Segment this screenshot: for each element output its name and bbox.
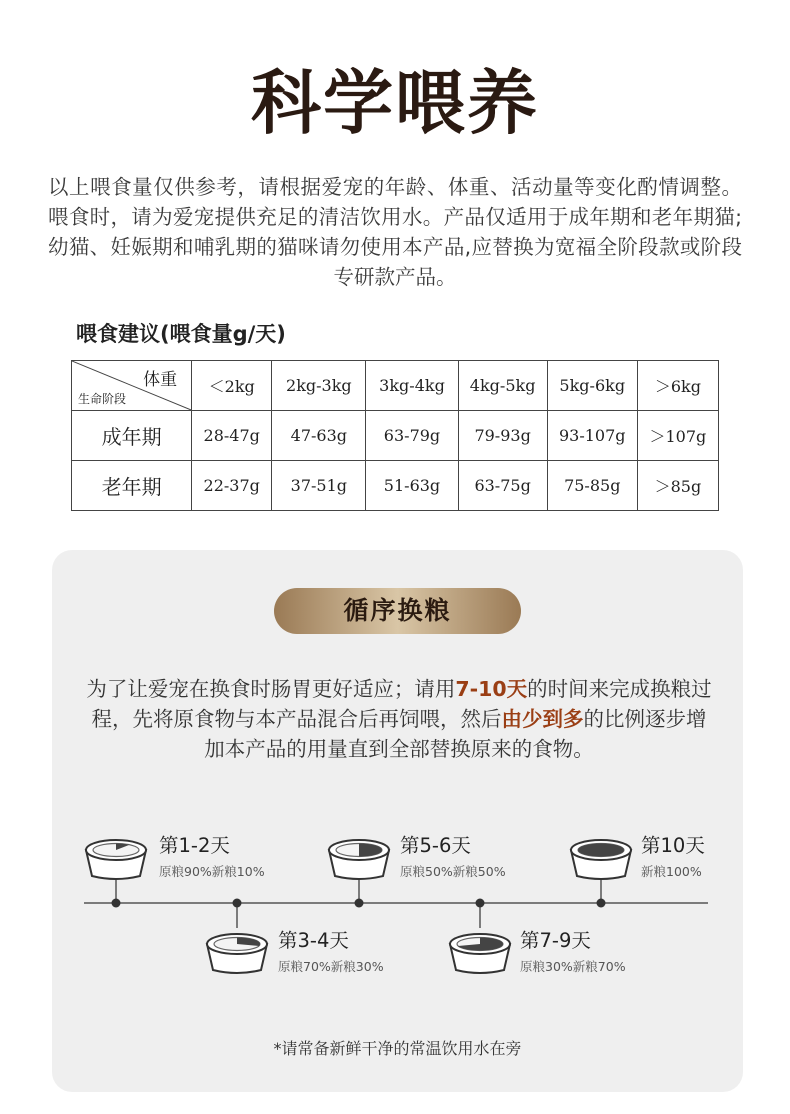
transition-description bbox=[84, 674, 714, 764]
intro-paragraph: 以上喂食量仅供参考，请根据爱宠的年龄、体重、活动量等变化酌情调整。喂食时，请为爱宠提供充足的清洁饮用水。产品仅适用于成年期和老年期猫;幼猫、妊娠期和哺乳期的猫咪请勿使用本产品,应替换为宽福全阶段款或阶段专研款产品。 bbox=[48, 175, 742, 289]
food-bowl-icon bbox=[450, 934, 510, 973]
table-header-row bbox=[72, 361, 719, 411]
step-label: 第3-4天 bbox=[278, 929, 349, 952]
step-label: 第10天 bbox=[641, 834, 705, 857]
timeline-dot bbox=[476, 899, 485, 908]
step-ratio: 原粮50%新粮50% bbox=[400, 864, 506, 879]
gradual-highlight: 由少到多 bbox=[501, 707, 584, 731]
food-bowl-icon bbox=[207, 934, 267, 973]
amount-cell: 51-63g bbox=[366, 461, 458, 511]
transition-panel bbox=[52, 550, 743, 1092]
step-ratio: 原粮30%新粮70% bbox=[520, 959, 626, 974]
weight-header: ＜2kg bbox=[192, 361, 272, 411]
table-corner-cell bbox=[72, 361, 192, 411]
amount-cell: 22-37g bbox=[192, 461, 272, 511]
step-ratio: 新粮100% bbox=[641, 864, 702, 879]
stage-cell: 成年期 bbox=[72, 411, 192, 461]
corner-weight-label: 体重 bbox=[143, 370, 178, 390]
step-label: 第1-2天 bbox=[159, 834, 230, 857]
step-ratio: 原粮90%新粮10% bbox=[159, 864, 265, 879]
duration-highlight: 7-10天 bbox=[455, 677, 528, 701]
amount-cell: 93-107g bbox=[547, 411, 637, 461]
food-bowl-icon bbox=[86, 840, 146, 879]
timeline-dot bbox=[112, 899, 121, 908]
description-text: 的时间来完成换粮过程，先将原食物与本产品混合后再饲喂，然后 bbox=[91, 677, 712, 731]
timeline-dot bbox=[597, 899, 606, 908]
feeding-table-title: 喂食建议(喂食量g/天) bbox=[76, 322, 286, 346]
weight-header: 2kg-3kg bbox=[272, 361, 366, 411]
timeline-step bbox=[278, 929, 384, 975]
amount-cell: 79-93g bbox=[458, 411, 547, 461]
step-ratio: 原粮70%新粮30% bbox=[278, 959, 384, 974]
timeline-dot bbox=[233, 899, 242, 908]
timeline-step bbox=[520, 929, 626, 975]
timeline-dot bbox=[355, 899, 364, 908]
weight-header: 5kg-6kg bbox=[547, 361, 637, 411]
transition-heading: 循序换粮 bbox=[274, 588, 521, 634]
table-row bbox=[72, 411, 719, 461]
amount-cell: ＞85g bbox=[637, 461, 718, 511]
food-bowl-icon bbox=[571, 840, 631, 879]
water-note: *请常备新鲜干净的常温饮用水在旁 bbox=[273, 1039, 522, 1058]
timeline-step bbox=[159, 834, 265, 880]
feeding-table bbox=[71, 360, 719, 511]
amount-cell: 37-51g bbox=[272, 461, 366, 511]
amount-cell: 75-85g bbox=[547, 461, 637, 511]
amount-cell: 47-63g bbox=[272, 411, 366, 461]
timeline-step bbox=[641, 834, 705, 880]
amount-cell: 63-79g bbox=[366, 411, 458, 461]
timeline bbox=[52, 820, 743, 980]
amount-cell: 63-75g bbox=[458, 461, 547, 511]
corner-stage-label: 生命阶段 bbox=[78, 392, 127, 406]
table-row bbox=[72, 461, 719, 511]
weight-header: 4kg-5kg bbox=[458, 361, 547, 411]
amount-cell: ＞107g bbox=[637, 411, 718, 461]
weight-header: ＞6kg bbox=[637, 361, 718, 411]
amount-cell: 28-47g bbox=[192, 411, 272, 461]
description-text: 的比例逐步增加本产品的用量直到全部替换原来的食物。 bbox=[204, 707, 707, 761]
page-title: 科学喂养 bbox=[251, 62, 539, 144]
description-text: 为了让爱宠在换食时肠胃更好适应；请用 bbox=[86, 677, 456, 701]
step-label: 第7-9天 bbox=[520, 929, 591, 952]
weight-header: 3kg-4kg bbox=[366, 361, 458, 411]
food-bowl-icon bbox=[329, 840, 389, 879]
step-label: 第5-6天 bbox=[400, 834, 471, 857]
stage-cell: 老年期 bbox=[72, 461, 192, 511]
timeline-step bbox=[400, 834, 506, 880]
